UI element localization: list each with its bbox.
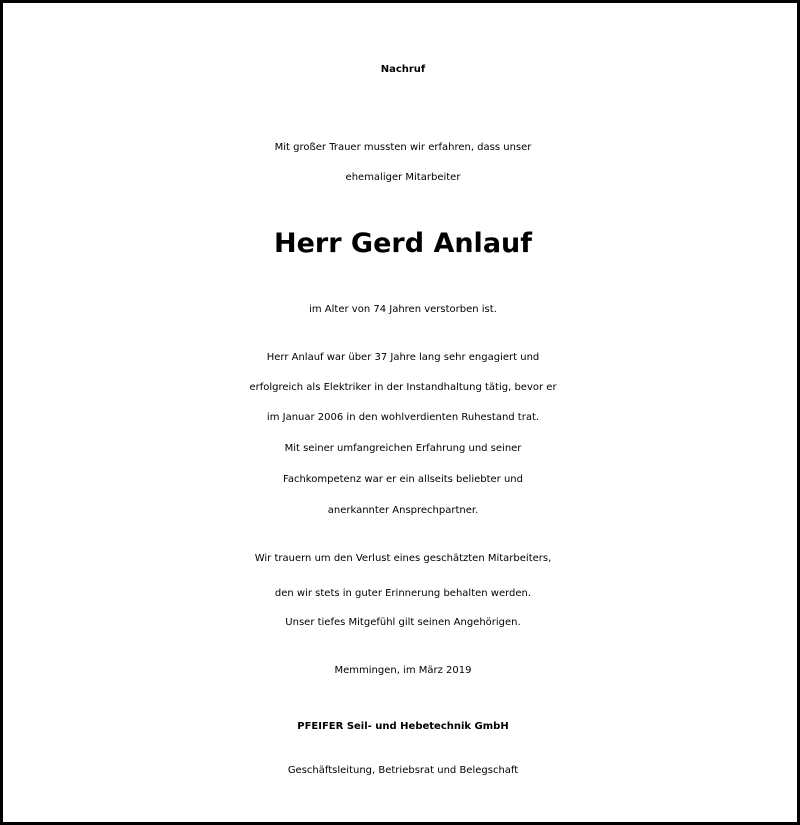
career-line-6: anerkannter Ansprechpartner.: [327, 505, 479, 516]
career-line-1: Herr Anlauf war über 37 Jahre lang sehr engagiert und: [266, 352, 540, 363]
mourning-line-2: den wir stets in guter Erinnerung behalten werden.: [274, 588, 532, 599]
age-line: im Alter von 74 Jahren verstorben ist.: [309, 304, 497, 315]
career-line-2: erfolgreich als Elektriker in der Instandhaltung tätig, bevor er: [249, 382, 557, 393]
career-line-5: Fachkompetenz war er ein allseits beliebter und: [283, 474, 523, 485]
mourning-line-1: Wir trauern um den Verlust eines geschätzten Mitarbeiters,: [254, 553, 552, 564]
obituary-heading: Nachruf: [380, 64, 426, 75]
company-name: PFEIFER Seil- und Hebetechnik GmbH: [297, 721, 509, 732]
mourning-line-3: Unser tiefes Mitgefühl gilt seinen Angehörigen.: [285, 617, 521, 628]
place-date: Memmingen, im März 2019: [334, 665, 472, 676]
signatories: Geschäftsleitung, Betriebsrat und Belegschaft: [287, 765, 519, 776]
deceased-name: Herr Gerd Anlauf: [273, 228, 533, 259]
career-line-3: im Januar 2006 in den wohlverdienten Ruhestand trat.: [266, 412, 540, 423]
intro-line-2: ehemaliger Mitarbeiter: [345, 172, 461, 183]
career-line-4: Mit seiner umfangreichen Erfahrung und seiner: [284, 443, 522, 454]
intro-line-1: Mit großer Trauer mussten wir erfahren, dass unser: [274, 142, 532, 153]
